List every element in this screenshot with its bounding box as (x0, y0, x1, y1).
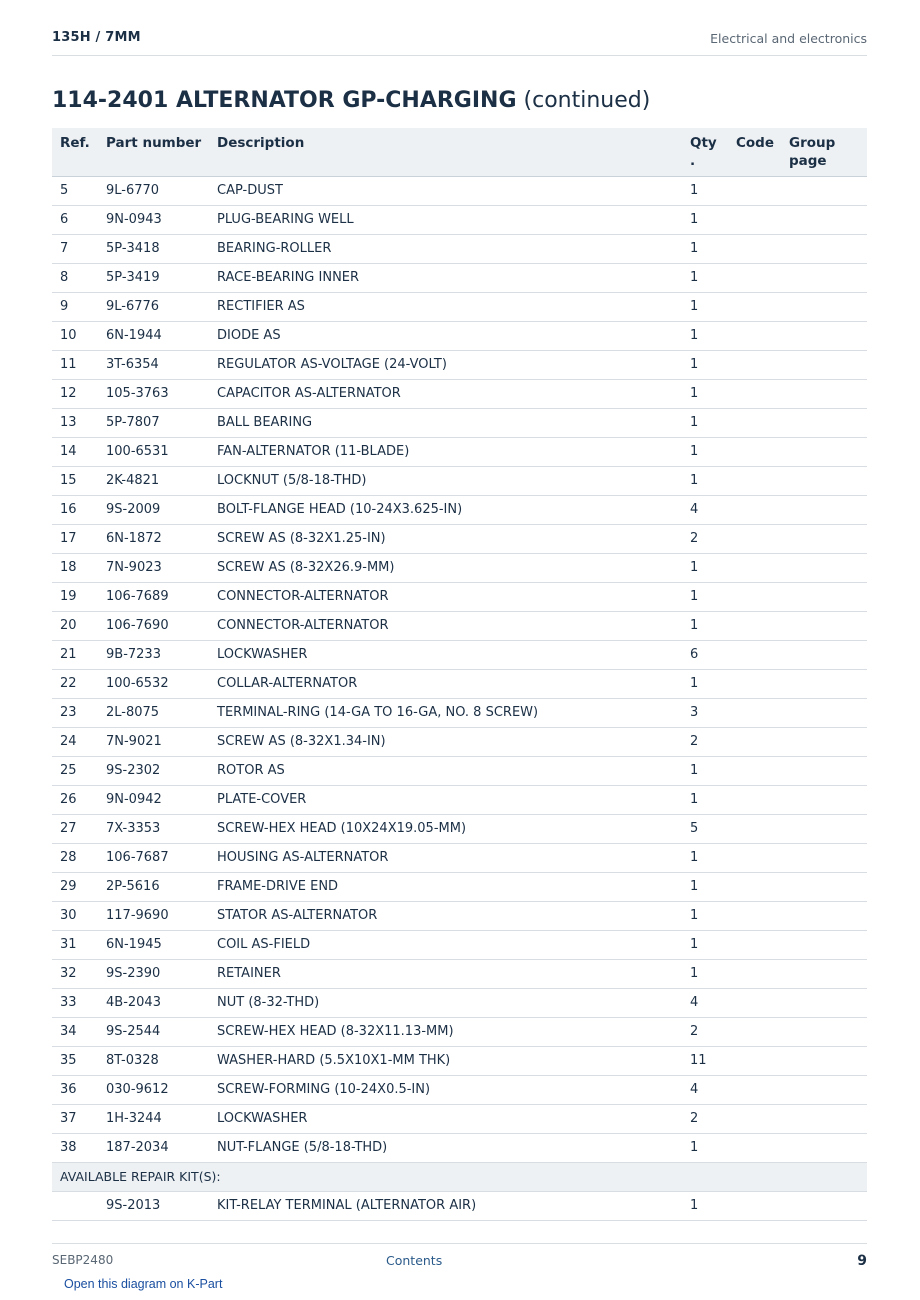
cell-description: CONNECTOR-ALTERNATOR (209, 583, 682, 612)
table-row (52, 931, 867, 960)
cell-code (728, 264, 781, 293)
cell-description: BEARING-ROLLER (209, 235, 682, 264)
cell-code (728, 757, 781, 786)
title-main: 114-2401 ALTERNATOR GP-CHARGING (52, 88, 517, 113)
cell-code (728, 1105, 781, 1134)
cell-code (728, 989, 781, 1018)
cell-part-number: 9S-2302 (98, 757, 209, 786)
cell-ref: 17 (52, 525, 98, 554)
table-row (52, 351, 867, 380)
cell-qty: 11 (682, 1047, 728, 1076)
cell-description: SCREW-FORMING (10-24X0.5-IN) (209, 1076, 682, 1105)
cell-code (728, 612, 781, 641)
repair-kit-header-row (52, 1163, 867, 1192)
cell-part-number: 5P-3419 (98, 264, 209, 293)
section-label: Electrical and electronics (710, 31, 867, 46)
cell-ref: 13 (52, 409, 98, 438)
column-header-code: Code (728, 128, 781, 177)
cell-description: STATOR AS-ALTERNATOR (209, 902, 682, 931)
cell-qty: 1 (682, 351, 728, 380)
table-row (52, 554, 867, 583)
table-row (52, 641, 867, 670)
table-row (52, 902, 867, 931)
column-header-group-page: Group page (781, 128, 867, 177)
cell-code (728, 1076, 781, 1105)
open-kpart-link[interactable]: Open this diagram on K-Part (64, 1277, 223, 1291)
cell-code (728, 873, 781, 902)
cell-qty: 1 (682, 931, 728, 960)
cell-part-number: 9S-2009 (98, 496, 209, 525)
cell-description: REGULATOR AS-VOLTAGE (24-VOLT) (209, 351, 682, 380)
table-row (52, 525, 867, 554)
cell-part-number: 2L-8075 (98, 699, 209, 728)
cell-description: CAP-DUST (209, 177, 682, 206)
cell-description: LOCKWASHER (209, 1105, 682, 1134)
cell-ref: 36 (52, 1076, 98, 1105)
cell-ref: 9 (52, 293, 98, 322)
cell-ref: 25 (52, 757, 98, 786)
cell-part-number: 117-9690 (98, 902, 209, 931)
cell-code (728, 467, 781, 496)
cell-group-page (781, 989, 867, 1018)
cell-ref: 5 (52, 177, 98, 206)
cell-code (728, 815, 781, 844)
cell-description: FRAME-DRIVE END (209, 873, 682, 902)
cell-qty: 1 (682, 554, 728, 583)
cell-description: PLATE-COVER (209, 786, 682, 815)
parts-table-container (52, 128, 867, 1221)
cell-part-number: 5P-3418 (98, 235, 209, 264)
cell-group-page (781, 873, 867, 902)
cell-code (728, 699, 781, 728)
cell-group-page (781, 1047, 867, 1076)
cell-group-page (781, 902, 867, 931)
cell-ref: 27 (52, 815, 98, 844)
cell-code (728, 293, 781, 322)
cell-group-page (781, 206, 867, 235)
column-header-description: Description (209, 128, 682, 177)
table-row (52, 583, 867, 612)
cell-part-number: 106-7687 (98, 844, 209, 873)
table-row (52, 960, 867, 989)
table-row (52, 815, 867, 844)
cell-part-number: 9B-7233 (98, 641, 209, 670)
table-row (52, 728, 867, 757)
cell-code (728, 844, 781, 873)
cell-qty: 2 (682, 1018, 728, 1047)
cell-qty: 1 (682, 322, 728, 351)
cell-qty: 1 (682, 844, 728, 873)
cell-qty: 1 (682, 1134, 728, 1163)
cell-part-number: 1H-3244 (98, 1105, 209, 1134)
table-row (52, 1018, 867, 1047)
cell-qty: 1 (682, 293, 728, 322)
cell-description: BOLT-FLANGE HEAD (10-24X3.625-IN) (209, 496, 682, 525)
cell-code (728, 670, 781, 699)
parts-table (52, 128, 867, 1221)
cell-description: SCREW AS (8-32X1.25-IN) (209, 525, 682, 554)
cell-group-page (781, 815, 867, 844)
cell-ref: 6 (52, 206, 98, 235)
cell-code (728, 728, 781, 757)
cell-ref: 11 (52, 351, 98, 380)
page-header (52, 28, 867, 56)
cell-ref: 19 (52, 583, 98, 612)
cell-qty: 1 (682, 757, 728, 786)
cell-group-page (781, 264, 867, 293)
cell-group-page (781, 612, 867, 641)
column-header-qty: Qty . (682, 128, 728, 177)
cell-part-number: 8T-0328 (98, 1047, 209, 1076)
cell-description: WASHER-HARD (5.5X10X1-MM THK) (209, 1047, 682, 1076)
cell-group-page (781, 728, 867, 757)
table-row (52, 1076, 867, 1105)
cell-code (728, 902, 781, 931)
cell-part-number: 6N-1872 (98, 525, 209, 554)
cell-ref: 14 (52, 438, 98, 467)
cell-group-page (781, 351, 867, 380)
cell-group-page (781, 757, 867, 786)
table-row (52, 1134, 867, 1163)
cell-description: FAN-ALTERNATOR (11-BLADE) (209, 438, 682, 467)
cell-qty: 1 (682, 583, 728, 612)
table-row (52, 264, 867, 293)
cell-code (728, 351, 781, 380)
table-row (52, 844, 867, 873)
cell-group-page (781, 496, 867, 525)
cell-part-number: 3T-6354 (98, 351, 209, 380)
cell-code (728, 1134, 781, 1163)
cell-part-number: 6N-1944 (98, 322, 209, 351)
cell-ref: 37 (52, 1105, 98, 1134)
cell-part-number: 7N-9021 (98, 728, 209, 757)
cell-ref: 16 (52, 496, 98, 525)
cell-code (728, 1018, 781, 1047)
table-header-row (52, 128, 867, 177)
cell-group-page (781, 1134, 867, 1163)
cell-description: NUT (8-32-THD) (209, 989, 682, 1018)
cell-part-number: 100-6532 (98, 670, 209, 699)
table-row (52, 1105, 867, 1134)
cell-part-number: 9S-2390 (98, 960, 209, 989)
cell-description: SCREW AS (8-32X1.34-IN) (209, 728, 682, 757)
cell-part-number: 100-6531 (98, 438, 209, 467)
cell-ref: 32 (52, 960, 98, 989)
table-row (52, 293, 867, 322)
cell-ref (52, 1192, 98, 1221)
cell-description: PLUG-BEARING WELL (209, 206, 682, 235)
cell-group-page (781, 380, 867, 409)
cell-description: LOCKWASHER (209, 641, 682, 670)
cell-part-number: 9N-0943 (98, 206, 209, 235)
cell-code (728, 583, 781, 612)
cell-code (728, 931, 781, 960)
table-row (52, 206, 867, 235)
cell-code (728, 554, 781, 583)
table-row (52, 438, 867, 467)
cell-ref: 35 (52, 1047, 98, 1076)
cell-code (728, 960, 781, 989)
cell-description: SCREW-HEX HEAD (8-32X11.13-MM) (209, 1018, 682, 1047)
table-row (52, 786, 867, 815)
cell-qty: 1 (682, 960, 728, 989)
cell-code (728, 322, 781, 351)
cell-description: COLLAR-ALTERNATOR (209, 670, 682, 699)
cell-group-page (781, 322, 867, 351)
cell-code (728, 177, 781, 206)
cell-qty: 4 (682, 989, 728, 1018)
cell-part-number: 106-7690 (98, 612, 209, 641)
table-row (52, 409, 867, 438)
cell-description: KIT-RELAY TERMINAL (ALTERNATOR AIR) (209, 1192, 682, 1221)
cell-group-page (781, 1018, 867, 1047)
cell-qty: 1 (682, 1192, 728, 1221)
column-header-part-number: Part number (98, 128, 209, 177)
cell-code (728, 496, 781, 525)
cell-description: NUT-FLANGE (5/8-18-THD) (209, 1134, 682, 1163)
cell-group-page (781, 583, 867, 612)
table-row (52, 699, 867, 728)
cell-code (728, 1047, 781, 1076)
cell-code (728, 786, 781, 815)
cell-group-page (781, 438, 867, 467)
cell-group-page (781, 1076, 867, 1105)
cell-group-page (781, 554, 867, 583)
table-row (52, 496, 867, 525)
cell-code (728, 525, 781, 554)
cell-ref: 31 (52, 931, 98, 960)
cell-ref: 21 (52, 641, 98, 670)
cell-part-number: 2K-4821 (98, 467, 209, 496)
cell-description: CAPACITOR AS-ALTERNATOR (209, 380, 682, 409)
cell-description: RACE-BEARING INNER (209, 264, 682, 293)
page-footer (52, 1243, 867, 1300)
cell-part-number: 030-9612 (98, 1076, 209, 1105)
cell-ref: 34 (52, 1018, 98, 1047)
cell-qty: 2 (682, 1105, 728, 1134)
cell-description: ROTOR AS (209, 757, 682, 786)
cell-ref: 29 (52, 873, 98, 902)
cell-qty: 1 (682, 467, 728, 496)
table-row (52, 235, 867, 264)
cell-group-page (781, 409, 867, 438)
cell-group-page (781, 293, 867, 322)
cell-group-page (781, 525, 867, 554)
cell-part-number: 9L-6776 (98, 293, 209, 322)
cell-part-number: 9L-6770 (98, 177, 209, 206)
cell-group-page (781, 1192, 867, 1221)
cell-qty: 1 (682, 902, 728, 931)
cell-group-page (781, 960, 867, 989)
cell-part-number: 9S-2544 (98, 1018, 209, 1047)
cell-qty: 5 (682, 815, 728, 844)
cell-part-number: 106-7689 (98, 583, 209, 612)
cell-ref: 23 (52, 699, 98, 728)
table-row (52, 873, 867, 902)
cell-description: CONNECTOR-ALTERNATOR (209, 612, 682, 641)
cell-code (728, 380, 781, 409)
table-row (52, 177, 867, 206)
cell-code (728, 409, 781, 438)
table-row (52, 612, 867, 641)
cell-qty: 2 (682, 728, 728, 757)
cell-ref: 10 (52, 322, 98, 351)
table-row (52, 380, 867, 409)
cell-qty: 1 (682, 409, 728, 438)
table-row (52, 989, 867, 1018)
table-row (52, 322, 867, 351)
page-title (52, 88, 867, 113)
cell-qty: 3 (682, 699, 728, 728)
cell-ref: 38 (52, 1134, 98, 1163)
cell-ref: 24 (52, 728, 98, 757)
table-row (52, 670, 867, 699)
cell-description: COIL AS-FIELD (209, 931, 682, 960)
cell-ref: 26 (52, 786, 98, 815)
cell-part-number: 5P-7807 (98, 409, 209, 438)
cell-qty: 1 (682, 873, 728, 902)
cell-group-page (781, 844, 867, 873)
cell-group-page (781, 235, 867, 264)
page-number: 9 (857, 1253, 867, 1269)
cell-ref: 12 (52, 380, 98, 409)
table-body (52, 177, 867, 1221)
cell-group-page (781, 1105, 867, 1134)
cell-part-number: 7N-9023 (98, 554, 209, 583)
title-suffix: (continued) (523, 88, 651, 113)
document-id: SEBP2480 (52, 1253, 114, 1267)
cell-description: DIODE AS (209, 322, 682, 351)
cell-ref: 28 (52, 844, 98, 873)
model-label: 135H / 7MM (52, 30, 141, 45)
cell-ref: 8 (52, 264, 98, 293)
cell-ref: 33 (52, 989, 98, 1018)
cell-code (728, 206, 781, 235)
cell-qty: 1 (682, 380, 728, 409)
cell-description: BALL BEARING (209, 409, 682, 438)
cell-part-number: 6N-1945 (98, 931, 209, 960)
cell-ref: 20 (52, 612, 98, 641)
cell-qty: 1 (682, 235, 728, 264)
table-row (52, 1192, 867, 1221)
cell-group-page (781, 699, 867, 728)
cell-ref: 30 (52, 902, 98, 931)
cell-ref: 7 (52, 235, 98, 264)
cell-code (728, 641, 781, 670)
cell-ref: 18 (52, 554, 98, 583)
column-header-ref: Ref. (52, 128, 98, 177)
cell-qty: 1 (682, 264, 728, 293)
table-row (52, 757, 867, 786)
cell-description: SCREW AS (8-32X26.9-MM) (209, 554, 682, 583)
cell-qty: 6 (682, 641, 728, 670)
cell-group-page (781, 467, 867, 496)
cell-part-number: 2P-5616 (98, 873, 209, 902)
cell-qty: 1 (682, 206, 728, 235)
contents-link[interactable]: Contents (386, 1253, 443, 1268)
cell-part-number: 4B-2043 (98, 989, 209, 1018)
cell-group-page (781, 641, 867, 670)
cell-code (728, 438, 781, 467)
cell-group-page (781, 177, 867, 206)
cell-description: RETAINER (209, 960, 682, 989)
cell-description: HOUSING AS-ALTERNATOR (209, 844, 682, 873)
cell-code (728, 235, 781, 264)
cell-qty: 1 (682, 612, 728, 641)
cell-part-number: 9S-2013 (98, 1192, 209, 1221)
cell-description: SCREW-HEX HEAD (10X24X19.05-MM) (209, 815, 682, 844)
cell-code (728, 1192, 781, 1221)
cell-part-number: 105-3763 (98, 380, 209, 409)
cell-description: RECTIFIER AS (209, 293, 682, 322)
cell-part-number: 187-2034 (98, 1134, 209, 1163)
cell-qty: 1 (682, 786, 728, 815)
table-row (52, 467, 867, 496)
cell-part-number: 9N-0942 (98, 786, 209, 815)
cell-part-number: 7X-3353 (98, 815, 209, 844)
cell-ref: 22 (52, 670, 98, 699)
cell-qty: 1 (682, 177, 728, 206)
cell-ref: 15 (52, 467, 98, 496)
cell-qty: 4 (682, 1076, 728, 1105)
table-row (52, 1047, 867, 1076)
cell-qty: 4 (682, 496, 728, 525)
cell-description: TERMINAL-RING (14-GA TO 16-GA, NO. 8 SCREW) (209, 699, 682, 728)
cell-group-page (781, 786, 867, 815)
cell-group-page (781, 931, 867, 960)
cell-qty: 1 (682, 438, 728, 467)
cell-qty: 1 (682, 670, 728, 699)
cell-qty: 2 (682, 525, 728, 554)
repair-kit-label: AVAILABLE REPAIR KIT(S): (52, 1163, 867, 1192)
cell-group-page (781, 670, 867, 699)
cell-description: LOCKNUT (5/8-18-THD) (209, 467, 682, 496)
